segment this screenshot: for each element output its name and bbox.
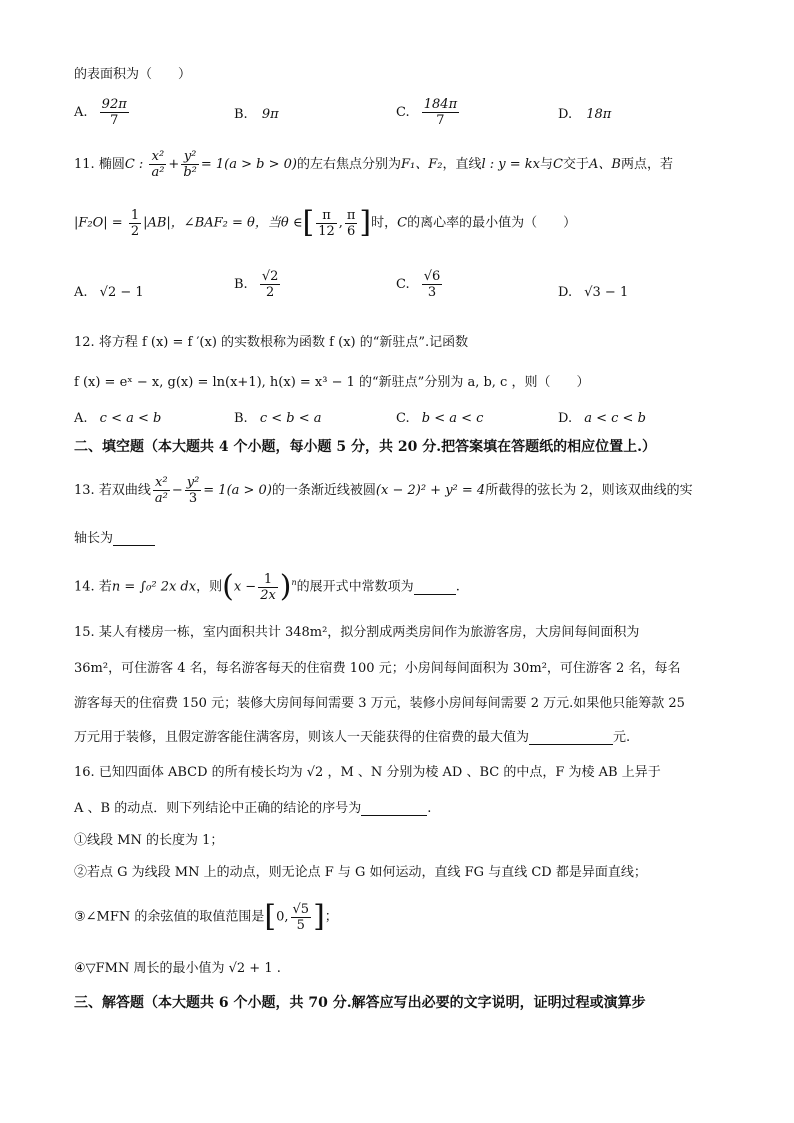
q12-option-a [74,412,161,425]
section-2-heading: 二、填空题（本大题共 4 个小题，每小题 5 分，共 20 分.把答案填在答题纸的相应位置上.） [74,439,656,455]
q16-statement-1: ①线段 MN 的长度为 1； [74,833,224,848]
question-number: 13. [74,483,95,498]
question-number: 16. [74,765,95,780]
q15-line-4 [74,731,630,745]
q12-option-b [234,412,322,425]
q10-option-a [74,98,131,127]
q12-option-d [558,412,646,425]
option-label: B. [234,411,248,426]
question-number: 12. [74,335,95,350]
text: 的展开式中常数项为 [296,579,414,595]
option-text: 18π [586,107,612,122]
symbol: C [553,157,563,172]
ellipse-condition: = 1(a > b > 0) [200,157,297,172]
question-text: A 、B 的动点．则下列结论中正确的结论的序号为 [74,801,362,816]
option-text: a < c < b [584,411,646,426]
q13-line-1: 13. 若双曲线 $\frac{\text{x²}}{\text{a²}}$ − $\frac{\text{y²}}{3}$ = 1(a > 0)的一条渐近线被圆(x − 2)² + y² = 4所截得的弦长为 2，则该双曲线的实 [74,475,693,506]
q10-option-c [396,98,461,127]
question-number: 11. [74,157,95,172]
q14-line: 14. 若n = ∫₀² 2x dx，则(x − $\frac{1}{2x}$ )$^n$的展开式中常数项为 . [74,569,460,604]
expr: θ ∈ [280,215,303,231]
q16-statement-4: ④▽FMN 周长的最小值为 √2 + 1 . [74,961,281,976]
q15-line-3: 游客每天的住宿费 150 元；装修大房间每间需要 3 万元，装修小房间每间需要 2 万元.如果他只能筹款 25 [74,696,685,711]
option-label: C. [396,411,410,426]
denominator: 2 [265,285,275,300]
question-text: 某人有楼房一栋，室内面积共计 348m²，拟分割成两类房间作为旅游客房，大房间每间面积为 [98,625,640,640]
option-label: D. [558,285,573,300]
fraction [100,98,129,127]
option-label: A. [74,105,88,120]
question-text: f (x) = eˣ − x, g(x) = ln(x+1), h(x) = x³ − 1 的“新驻点”分别为 a, b, c ，则（ ） [74,375,590,390]
option-label: B. [234,277,248,292]
expr: 0, [276,909,289,925]
numerator: 184π [423,97,458,112]
option-text: c < a < b [99,411,162,426]
denominator: 7 [110,113,119,128]
fraction-1-2x: $\frac{1}{2x}$ [260,571,276,603]
unit: 元. [613,730,631,745]
q16-statement-3: ③∠MFN 的余弦值的取值范围是[0, $\frac{√5}{5}$ ]； [74,899,338,934]
fraction-pi-6: $\frac{\pi}{6}$ [346,207,356,239]
q12-option-c [396,412,483,425]
text: 的一条渐近线被圆 [271,483,376,498]
question-number: 15. [74,625,95,640]
fraction-sqrt5-5: $\frac{√5}{5}$ [292,901,310,933]
text: 与 [540,157,554,172]
option-text: c < b < a [259,411,322,426]
fraction-half: $\frac{1}{2}$ [130,207,140,239]
option-text: √2 − 1 [99,285,144,300]
option-label: D. [558,107,573,122]
condition: = 1(a > 0) [203,483,272,498]
q16-line-2 [74,802,431,816]
question-number: 14. [74,579,95,595]
circle-equation: (x − 2)² + y² = 4 [375,483,486,498]
option-text: √3 − 1 [584,285,629,300]
expr: |F₂O| = [74,215,123,231]
q16-statement-2: ②若点 G 为线段 MN 上的动点，则无论点 F 与 G 如何运动，直线 FG 与直线 CD 都是异面直线； [74,865,647,880]
answer-blank[interactable] [414,581,456,595]
text: ③∠MFN 的余弦值的取值范围是 [74,909,265,925]
q11-line-1: 11. 椭圆C : $\frac{\text{x²}}{\text{a²}}$ + $\frac{\text{y²}}{\text{b²}}$ = 1(a > b > 0)的左右焦点分别为F₁、F₂，直线l : y = kx与C交于A、B两点，若 [74,149,673,180]
text: 两点，若 [620,157,673,172]
answer-blank[interactable] [529,731,613,745]
q10-option-b [234,108,279,121]
question-text: 万元用于装修，且假定游客能住满客房，则该人一天能获得的住宿费的最大值为 [74,730,530,745]
q10-option-d [558,108,611,121]
option-label: A. [74,285,88,300]
q12-line-2 [74,376,589,389]
fraction-y2-b2: $\frac{\text{y²}}{\text{b²}}$ [183,149,197,180]
q11-option-b [234,270,282,299]
fraction-y2-3: $\frac{\text{y²}}{3}$ [186,475,200,506]
text: 所截得的弦长为 2，则该双曲线的实 [485,483,693,498]
q10-tail: 的表面积为（ ） [74,67,192,82]
q11-option-a [74,286,144,299]
answer-blank[interactable] [361,802,427,816]
option-label: D. [558,411,573,426]
symbol: A、B [588,157,621,172]
text: 交于 [562,157,589,172]
fraction [422,98,459,127]
text: 轴长为 [74,531,114,546]
option-label: A. [74,411,88,426]
integral-expr: n = ∫₀² 2x dx [111,579,197,595]
question-text: 将方程 f (x) = f ′(x) 的实数根称为函数 f (x) 的“新驻点”.记函数 [98,335,469,350]
expr: |AB|，∠BAF₂ = θ，当 [143,215,281,231]
text: . [427,801,432,816]
option-label: C. [396,105,410,120]
q11-option-d [558,286,628,299]
answer-blank[interactable] [113,532,155,546]
ellipse-name: C : [124,157,144,172]
denominator: 7 [436,113,445,128]
symbol: C [397,215,408,231]
text: ； [324,909,338,925]
option-text: b < a < c [421,411,484,426]
q13-line-2 [74,532,155,546]
q11-option-c [396,270,444,299]
q15-line-2: 36m²，可住游客 4 名，每名游客每天的住宿费 100 元；小房间每间面积为 30m²，可住游客 2 名，每名 [74,661,681,676]
text: 若 [98,579,112,595]
text: 椭圆 [98,157,125,172]
fraction-x2-a2: $\frac{\text{x²}}{\text{a²}}$ [154,475,168,506]
text: ，直线 [442,157,482,172]
q11-line-2: |F₂O| = $\frac{1}{2}$ |AB|，∠BAF₂ = θ，当θ ∈[ $\frac{\pi}{12}$ , $\frac{\pi}{6}$ ]时，C的离心率的最小值为（ ） [74,205,577,240]
line-equation: l : y = kx [481,157,540,172]
q16-line-1 [74,766,661,779]
text: ，则 [196,579,223,595]
option-label: B. [234,107,248,122]
numerator: √2 [261,269,279,284]
q15-line-1 [74,626,639,639]
expr: x − [233,579,257,595]
numerator: √6 [423,269,441,284]
section-3-heading: 三、解答题（本大题共 6 个小题，共 70 分.解答应写出必要的文字说明，证明过程或演算步 [74,995,646,1011]
question-text: 已知四面体 ABCD 的所有棱长均为 √2 ，M 、N 分别为棱 AD 、BC 的中点，F 为棱 AB 上异于 [98,765,661,780]
text: 时， [371,215,398,231]
text: 的离心率的最小值为（ ） [407,215,577,231]
option-label: C. [396,277,410,292]
q12-line-1 [74,336,468,349]
fraction-pi-12: $\frac{\pi}{12}$ [318,207,335,239]
numerator: 92π [101,97,127,112]
option-text: 9π [261,107,279,122]
fraction-x2-a2: $\frac{\text{x²}}{\text{a²}}$ [151,149,165,180]
fraction [260,270,281,299]
denominator: 3 [427,285,437,300]
text: 若双曲线 [98,483,151,498]
foci: F₁、F₂ [401,157,443,172]
text: 的左右焦点分别为 [296,157,401,172]
fraction [422,270,443,299]
